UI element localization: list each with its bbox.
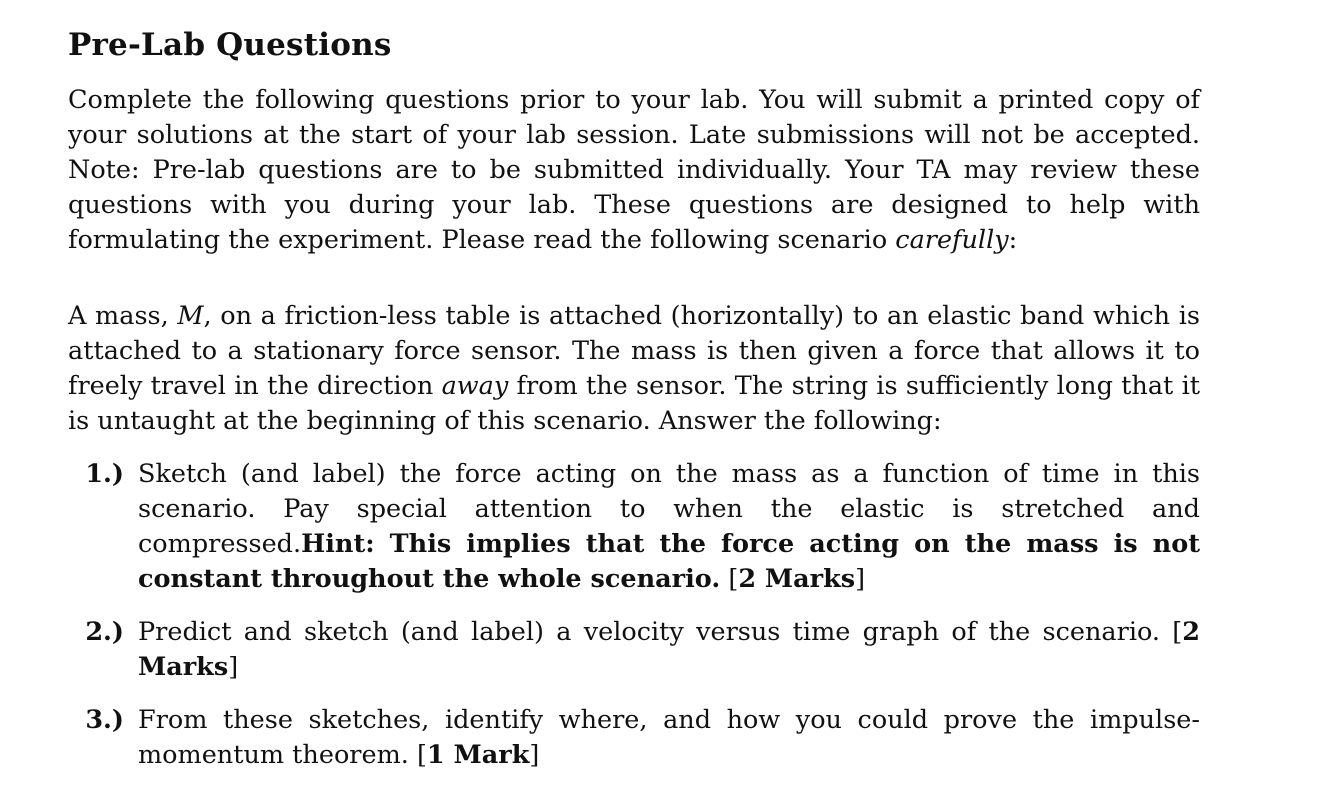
page-title: Pre-Lab Questions [68,27,392,63]
question-text [138,615,1200,685]
question-text [138,703,1200,773]
question-list [68,457,1200,773]
question-number: 1.) [85,459,124,489]
question-item-2 [68,615,1200,685]
scenario-paragraph [68,299,1200,439]
question-body: Sketch (and label) the force acting on the mass as a function of time in this scenario. Pay special attention to when the elastic is stretched and compressed. [138,459,1200,559]
intro-paragraph [68,83,1200,258]
document-page [68,24,1200,791]
question-marks: 2 Marks [138,617,1200,682]
question-number: 2.) [85,617,124,647]
marks-close: ] [228,652,239,682]
scenario-text-3: from the sensor. The string is sufficiently long that it is untaught at the beginning of this scenario. Answer the following: [68,371,1200,436]
question-hint: Hint: This implies that the force acting on the mass is not constant throughout the whole scenario. [138,529,1200,594]
question-item-3 [68,703,1200,773]
question-item-1 [68,457,1200,597]
question-number: 3.) [85,705,124,735]
question-body: Predict and sketch (and label) a velocity versus time graph of the scenario. [138,617,1173,647]
marks-open: [ [416,740,427,770]
intro-text: Complete the following questions prior to your lab. You will submit a printed copy of your solutions at the start of your lab session. Late submissions will not be accepted. Note: Pre-lab questions are to be submitted individually. Your TA may review these questions with you during your lab. These questions are designed to help with formulating the experiment. Please read the following scenario [68,85,1200,255]
marks-open: [ [720,564,739,594]
intro-emphasis: carefully [895,225,1009,255]
question-marks: 1 Mark [426,740,530,770]
marks-open: [ [1172,617,1183,647]
scenario-text-2: , on a friction-less table is attached (horizontally) to an elastic band which is attached to a stationary force sensor. The mass is then given a force that allows it to freely travel in the direction [68,301,1200,401]
intro-end: : [1008,225,1018,255]
question-text [138,457,1200,597]
marks-close: ] [529,740,540,770]
scenario-text-1: A mass, [68,301,178,331]
scenario-emphasis: away [441,371,509,401]
marks-close: ] [855,564,866,594]
mass-symbol: M [177,301,204,331]
question-body: From these sketches, identify where, and how you could prove the impulse-momentum theorem. [138,705,1200,770]
question-marks: 2 Marks [738,564,856,594]
